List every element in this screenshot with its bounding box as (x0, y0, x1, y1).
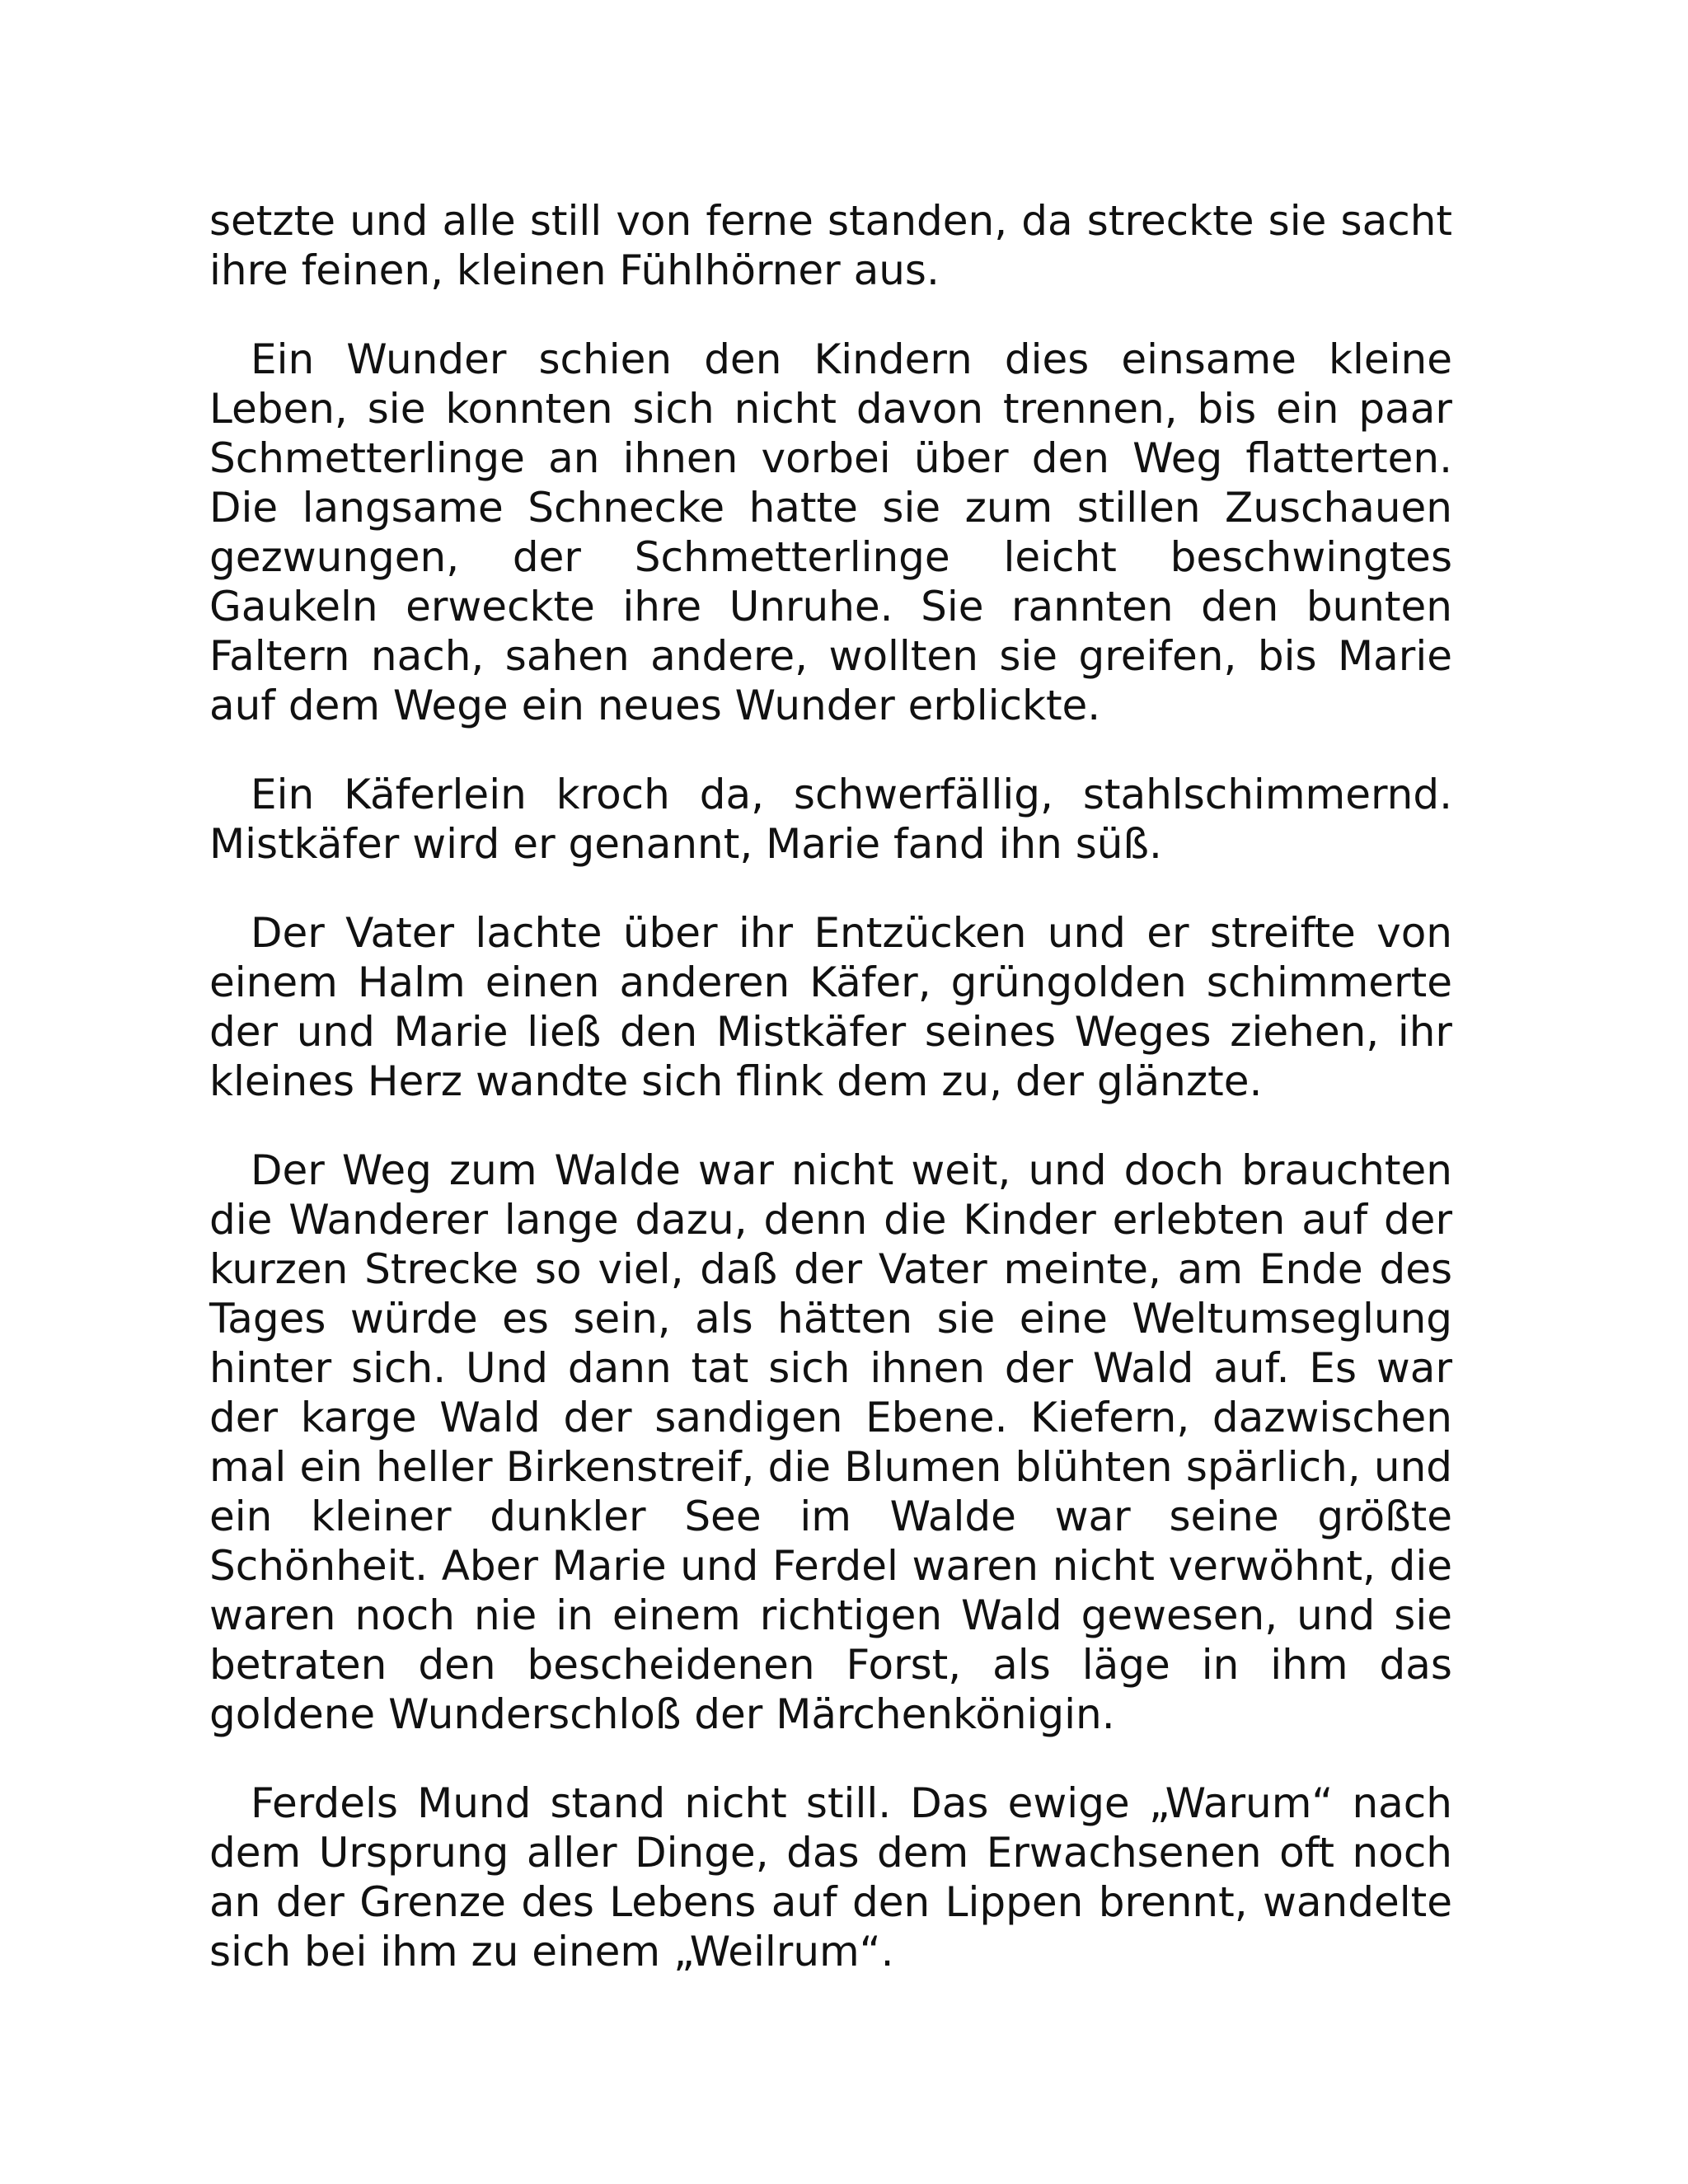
document-page (209, 196, 1452, 2016)
paragraph: Ein Käferlein kroch da, schwerfällig, stahlschimmernd. Mistkäfer wird er genannt, Marie fand ihn süß. (209, 771, 1452, 868)
paragraph: Der Vater lachte über ihr Entzücken und er streifte von einem Halm einen anderen Käfer, grüngolden schimmerte der und Marie ließ den Mistkäfer seines Weges ziehen, ihr kleines Herz wandte sich flink dem zu, der glänzte. (209, 909, 1452, 1105)
paragraph: setzte und alle still von ferne standen, da streckte sie sacht ihre feinen, kleinen Fühlhörner aus. (209, 197, 1452, 294)
paragraph: Der Weg zum Walde war nicht weit, und doch brauchten die Wanderer lange dazu, denn die Kinder erlebten auf der kurzen Strecke so viel, daß der Vater meinte, am Ende des Tages würde es sein, als hätten sie eine Weltumseglung hinter sich. Und dann tat sich ihnen der Wald auf. Es war der karge Wald der sandigen Ebene. Kiefern, dazwischen mal ein heller Birkenstreif, die Blumen blühten spärlich, und ein kleiner dunkler See im Walde war seine größte Schönheit. Aber Marie und Ferdel waren nicht verwöhnt, die waren noch nie in einem richtigen Wald gewesen, und sie betraten den bescheidenen Forst, als läge in ihm das goldene Wunderschloß der Märchenkönigin. (209, 1146, 1452, 1738)
paragraph: Ferdels Mund stand nicht still. Das ewige „Warum“ nach dem Ursprung aller Dinge, das dem Erwachsenen oft noch an der Grenze des Lebens auf den Lippen brennt, wandelte sich bei ihm zu einem „Weilrum“. (209, 1779, 1452, 1975)
paragraph: Ein Wunder schien den Kindern dies einsame kleine Leben, sie konnten sich nicht davon trennen, bis ein paar Schmetterlinge an ihnen vorbei über den Weg flatterten. Die langsame Schnecke hatte sie zum stillen Zuschauen gezwungen, der Schmetterlinge leicht beschwingtes Gaukeln erweckte ihre Unruhe. Sie rannten den bunten Faltern nach, sahen andere, wollten sie greifen, bis Marie auf dem Wege ein neues Wunder erblickte. (209, 335, 1452, 729)
